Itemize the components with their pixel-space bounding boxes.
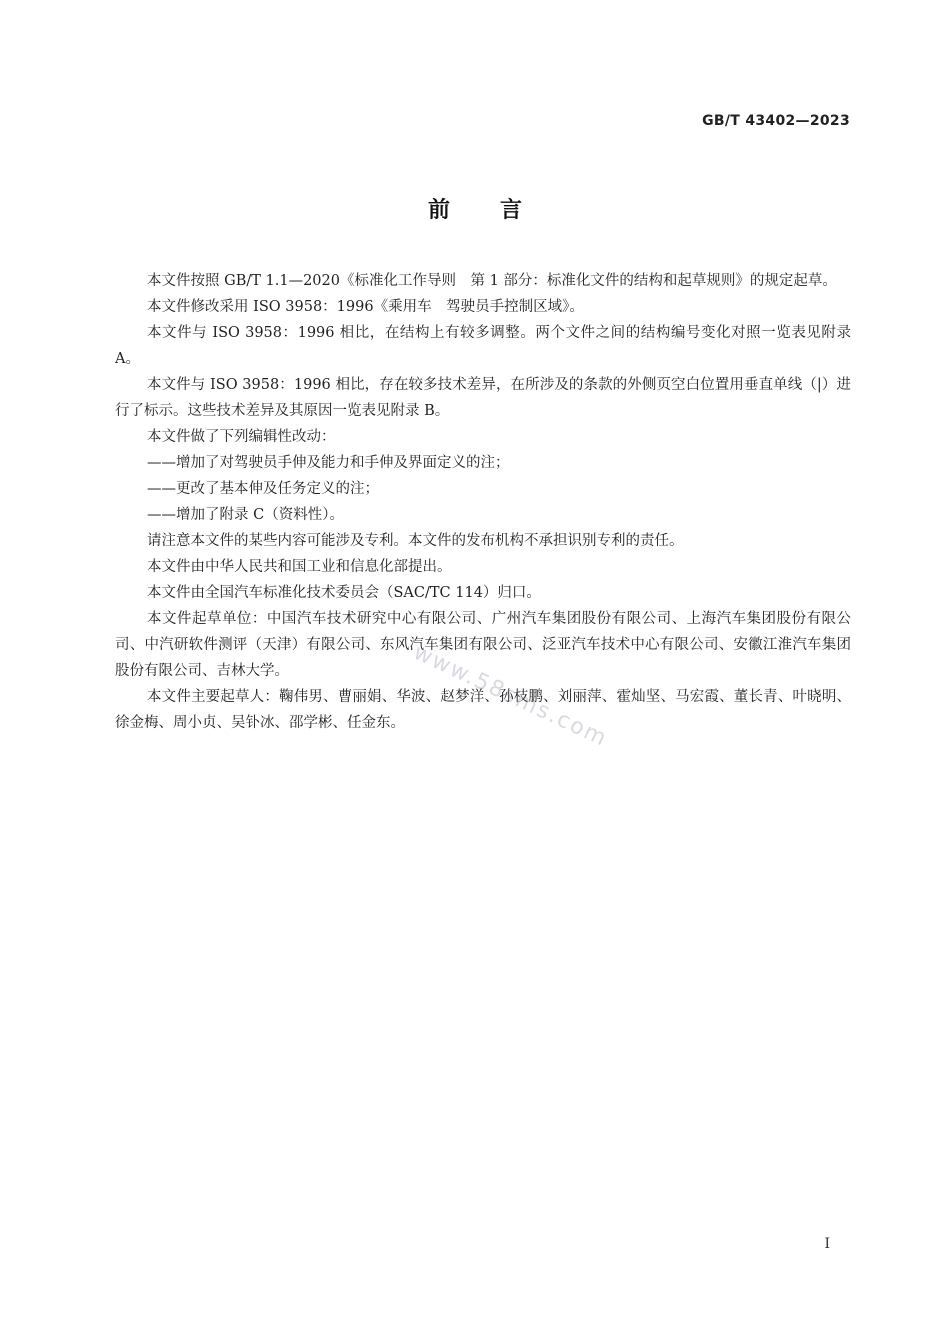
document-number: GB/T 43402—2023 xyxy=(702,113,850,129)
page-title: 前言 xyxy=(427,198,572,223)
paragraph-drafters: 本文件主要起草人：鞠伟男、曹丽娟、华波、赵梦洋、孙枝鹏、刘丽萍、霍灿坚、马宏霞、董长青、叶晓明、徐金梅、周小贞、吴钋冰、邵学彬、任金东。 xyxy=(115,689,851,731)
paragraph-patent-notice: 请注意本文件的某些内容可能涉及专利。本文件的发布机构不承担识别专利的责任。 xyxy=(147,533,684,549)
paragraph-committee: 本文件由全国汽车标准化技术委员会（SAC/TC 114）归口。 xyxy=(147,585,541,601)
page-number: I xyxy=(824,1236,830,1252)
foreword-body xyxy=(115,268,851,736)
watermark: www.58sms.com xyxy=(409,640,612,752)
paragraph-editorial-changes: 本文件做了下列编辑性改动： xyxy=(147,429,336,445)
paragraph-adoption: 本文件修改采用 ISO 3958：1996《乘用车 驾驶员手控制区域》。 xyxy=(147,299,584,315)
paragraph-technical-differences: 本文件与 ISO 3958：1996 相比，存在较多技术差异，在所涉及的条款的外侧页空白位置用垂直单线（|）进行了标示。这些技术差异及其原因一览表见附录 B。 xyxy=(115,377,851,419)
list-item: ——增加了附录 C（资料性）。 xyxy=(147,507,344,523)
paragraph-drafting-units: 本文件起草单位：中国汽车技术研究中心有限公司、广州汽车集团股份有限公司、上海汽车集团股份有限公司、中汽研软件测评（天津）有限公司、东风汽车集团有限公司、泛亚汽车技术中心有限公司、安徽江淮汽车集团股份有限公司、吉林大学。 xyxy=(115,611,851,679)
list-item: ——更改了基本伸及任务定义的注； xyxy=(147,481,379,497)
paragraph-drafting-rules: 本文件按照 GB/T 1.1—2020《标准化工作导则 第 1 部分：标准化文件的结构和起草规则》的规定起草。 xyxy=(147,273,837,289)
paragraph-structure-changes: 本文件与 ISO 3958：1996 相比，在结构上有较多调整。两个文件之间的结构编号变化对照一览表见附录 A。 xyxy=(115,325,851,367)
list-item: ——增加了对驾驶员手伸及能力和手伸及界面定义的注； xyxy=(147,455,510,471)
paragraph-proposer: 本文件由中华人民共和国工业和信息化部提出。 xyxy=(147,559,452,575)
